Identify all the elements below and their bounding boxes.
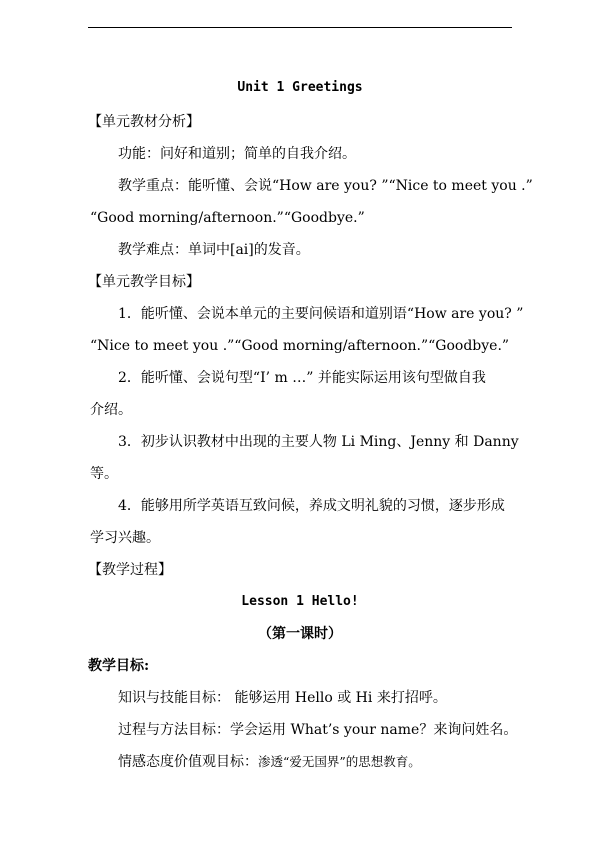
key-points-line-1: 教学重点：能听懂、会说“How are you? ”“Nice to meet you .” xyxy=(118,178,533,194)
function-line: 功能：问好和道别；简单的自我介绍。 xyxy=(118,146,356,162)
lesson-period: （第一课时） xyxy=(258,626,342,642)
section-heading-analysis: 【单元教材分析】 xyxy=(88,114,200,130)
section-heading-objectives: 【单元教学目标】 xyxy=(88,274,200,290)
goal-3-line-1: 3．初步认识教材中出现的主要人物 Li Ming、Jenny 和 Danny xyxy=(118,434,519,450)
goal-4-line-1: 4．能够用所学英语互致问候，养成文明礼貌的习惯，逐步形成 xyxy=(118,498,505,514)
goal-2-line-1: 2．能听懂、会说句型“I’ m …” 并能实际运用该句型做自我 xyxy=(118,370,486,386)
difficulty-line: 教学难点：单词中[ai]的发音。 xyxy=(118,242,310,258)
header-rule xyxy=(88,27,512,28)
objectives-heading: 教学目标: xyxy=(88,658,150,674)
objective-process: 过程与方法目标：学会运用 What’s your name？来询问姓名。 xyxy=(118,722,518,738)
goal-3-line-2: 等。 xyxy=(90,466,118,482)
objective-knowledge: 知识与技能目标： 能够运用 Hello 或 Hi 来打招呼。 xyxy=(118,690,447,706)
objective-emotion-label: 情感态度价值观目标： xyxy=(118,754,258,770)
section-heading-process: 【教学过程】 xyxy=(88,562,172,578)
goal-1-line-2: “Nice to meet you .”“Good morning/afternoon.”“Goodbye.” xyxy=(90,338,510,354)
lesson-title: Lesson 1 Hello! xyxy=(241,594,359,609)
objective-emotion-text: 渗透“爱无国界”的思想教育。 xyxy=(258,754,421,769)
unit-title: Unit 1 Greetings xyxy=(237,80,363,95)
goal-2-line-2: 介绍。 xyxy=(90,402,132,418)
objective-emotion xyxy=(118,753,421,771)
goal-4-line-2: 学习兴趣。 xyxy=(90,530,160,546)
goal-1-line-1: 1．能听懂、会说本单元的主要问候语和道别语“How are you? ” xyxy=(118,306,524,322)
key-points-line-2: “Good morning/afternoon.”“Goodbye.” xyxy=(90,210,365,226)
